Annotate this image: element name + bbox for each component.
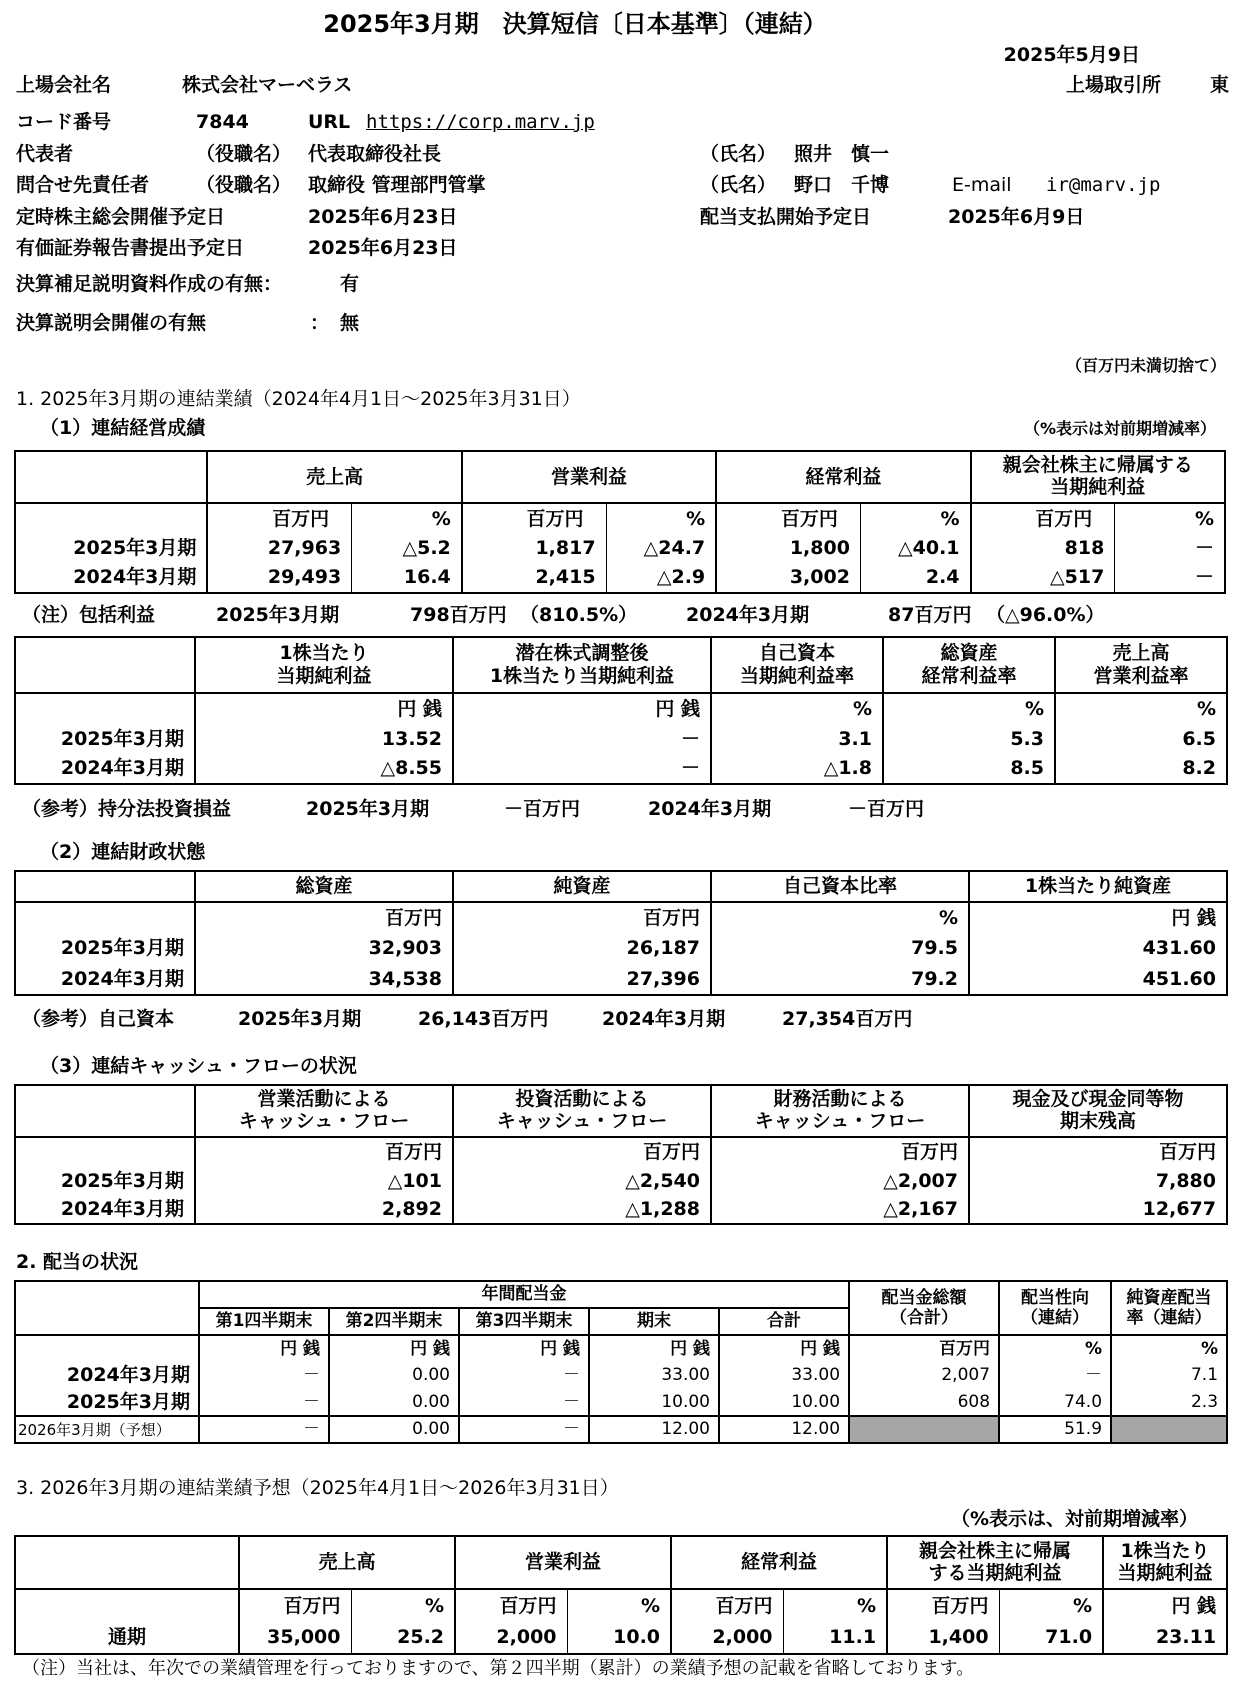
cell: 23.11 [1103,1622,1227,1654]
unit-cell: 百万円 [453,902,711,933]
cell: △8.55 [195,754,453,784]
cell: 6.5 [1055,725,1227,754]
blank-cell [15,503,207,534]
unit-cell: 百万円 [671,1589,783,1622]
unit-cell: % [711,693,883,725]
unit-cell: 百万円 [971,503,1115,534]
row-label: 2025年3月期 [15,933,195,964]
cell: 3,002 [716,563,860,593]
operating-results-table [14,450,1226,594]
dividend-table [14,1280,1228,1444]
unit-cell: 百万円 [711,1137,969,1167]
unit-cell: 円 銭 [719,1335,849,1362]
em-period-2: 2024年3月期 [648,798,772,820]
header-sales: 売上高 [207,451,461,503]
row-label: 2025年3月期 [15,534,207,563]
contact-label: 問合せ先責任者 [16,174,150,196]
company-name: 株式会社マーベラス [182,74,353,96]
ci-value-2: 87百万円 [888,604,972,626]
corner-cell [15,1085,195,1137]
row-label: 2024年3月期 [15,563,207,593]
equity-method-label: （参考）持分法投資損益 [22,798,232,820]
cell: 0.00 [329,1416,459,1443]
briefing-colon: ： [310,312,330,334]
report-label: 有価証券報告書提出予定日 [16,237,245,259]
unit-cell: 百万円 [887,1589,999,1622]
table-row [15,754,1227,784]
cell: 2,892 [195,1195,453,1224]
exchange-value: 東 [1210,74,1230,96]
cell: 32,903 [195,933,453,964]
briefing-label: 決算説明会開催の有無 [16,312,207,334]
supplement-label: 決算補足説明資料作成の有無： [16,273,283,295]
row-label: 2024年3月期 [15,1362,199,1389]
cell: － [453,725,711,754]
section3-note: （%表示は、対前期増減率） [950,1508,1198,1530]
header-operating-cf: 営業活動による キャッシュ・フロー [195,1085,453,1137]
cell: △40.1 [860,534,970,563]
unit-cell: 百万円 [239,1589,351,1622]
cell: 12.00 [719,1416,849,1443]
section1-title: 1. 2025年3月期の連結業績（2024年4月1日～2025年3月31日） [16,388,581,410]
corner-cell [15,1536,239,1589]
section2-title: 2. 配当の状況 [16,1251,139,1273]
cell: △2,540 [453,1167,711,1195]
code-label: コード番号 [16,111,112,133]
table-row [15,933,1227,964]
rep-title: 代表取締役社長 [308,143,442,165]
cell: 10.0 [567,1622,671,1654]
comprehensive-income-label: （注）包括利益 [22,604,156,626]
agm-label: 定時株主総会開催予定日 [16,206,226,228]
corner-cell [15,871,195,902]
dividend-start-date: 2025年6月9日 [948,206,1085,228]
header-total-dividend: 配当金総額 （合計） [849,1281,999,1335]
corner-cell [15,637,195,693]
table-row [15,1167,1227,1195]
blank-cell [15,902,195,933]
unit-cell: 円 銭 [199,1335,329,1362]
blank-cell [15,1335,199,1362]
oc-period-2: 2024年3月期 [602,1008,726,1030]
unit-cell: 百万円 [462,503,606,534]
unit-cell: 円 銭 [459,1335,589,1362]
cell: 11.1 [783,1622,887,1654]
row-label: 2024年3月期 [15,964,195,995]
ci-value-1: 798百万円 [410,604,507,626]
url-label: URL [308,111,351,133]
header-net-income: 親会社株主に帰属 する当期純利益 [887,1536,1103,1589]
url-link[interactable]: https://corp.marv.jp [366,111,595,133]
unit-cell: 円 銭 [329,1335,459,1362]
cell: － [199,1389,329,1416]
header-annual-dividend: 年間配当金 [199,1281,849,1308]
contact-title: 取締役 管理部門管掌 [308,174,486,196]
section3-title: 3. 2026年3月期の連結業績予想（2025年4月1日～2026年3月31日） [16,1477,619,1499]
section1-sub1: （1）連結経営成績 [40,417,206,439]
header-cash-balance: 現金及び現金同等物 期末残高 [969,1085,1227,1137]
cell: 3.1 [711,725,883,754]
report-date-value: 2025年6月23日 [308,237,458,259]
unit-cell: 円 銭 [969,902,1227,933]
table-row [15,563,1225,593]
cell: － [1115,534,1225,563]
dividend-start-label: 配当支払開始予定日 [700,206,872,228]
unit-cell: % [999,1335,1111,1362]
cell: 8.5 [883,754,1055,784]
exchange-label: 上場取引所 [1066,74,1162,96]
em-period-1: 2025年3月期 [306,798,430,820]
oc-value-2: 27,354百万円 [782,1008,913,1030]
rounding-note: （百万円未満切捨て） [1065,356,1226,375]
header-total-assets: 総資産 [195,871,453,902]
table-row [15,1416,1227,1443]
unit-cell: 百万円 [195,902,453,933]
cash-flow-table [14,1084,1228,1225]
row-label: 2026年3月期（予想） [15,1416,199,1443]
unit-cell: % [711,902,969,933]
cell: 33.00 [719,1362,849,1389]
cell: △24.7 [606,534,716,563]
cell: △1,288 [453,1195,711,1224]
cell: － [459,1416,589,1443]
header-equity-ratio: 自己資本比率 [711,871,969,902]
company-label: 上場会社名 [16,74,112,96]
unit-cell: 円 銭 [195,693,453,725]
ci-change-1: （810.5%） [520,604,638,626]
cell: － [459,1389,589,1416]
unit-cell: 百万円 [207,503,351,534]
header-q3: 第3四半期末 [459,1308,589,1335]
cell: 26,187 [453,933,711,964]
cell: 12.00 [589,1416,719,1443]
header-operating-profit: 営業利益 [462,451,716,503]
cell: △517 [971,563,1115,593]
financial-position-table [14,870,1228,996]
cell: 34,538 [195,964,453,995]
header-q1: 第1四半期末 [199,1308,329,1335]
cell: 818 [971,534,1115,563]
supplement-value: 有 [340,273,360,295]
cell: 2.3 [1111,1389,1227,1416]
cell: 2,000 [455,1622,567,1654]
header-investing-cf: 投資活動による キャッシュ・フロー [453,1085,711,1137]
row-label: 2024年3月期 [15,1195,195,1224]
header-payout-ratio: 配当性向 （連結） [999,1281,1111,1335]
code-value: 7844 [196,111,249,133]
cell: 12,677 [969,1195,1227,1224]
rep-title-label: （役職名） [196,143,292,165]
header-ordinary-profit: 経常利益 [671,1536,887,1589]
header-net-assets: 純資産 [453,871,711,902]
cell: 33.00 [589,1362,719,1389]
blank-cell [15,1589,239,1622]
per-share-table [14,636,1228,785]
corner-cell [15,451,207,503]
agm-date: 2025年6月23日 [308,206,458,228]
cell: 2.4 [860,563,970,593]
unit-cell: 百万円 [195,1137,453,1167]
em-value-1: －百万円 [504,798,581,820]
table-row [15,964,1227,995]
table-row [15,725,1227,754]
cell: 0.00 [329,1362,459,1389]
oc-value-1: 26,143百万円 [418,1008,549,1030]
header-roe: 自己資本 当期純利益率 [711,637,883,693]
cell: 13.52 [195,725,453,754]
cell: 71.0 [999,1622,1103,1654]
cell: 5.3 [883,725,1055,754]
cell: 10.00 [719,1389,849,1416]
row-label: 2025年3月期 [15,1167,195,1195]
unit-cell: 円 銭 [589,1335,719,1362]
unit-cell: % [783,1589,887,1622]
row-label: 通期 [15,1622,239,1654]
cell: 29,493 [207,563,351,593]
ci-period-1: 2025年3月期 [216,604,340,626]
ci-change-2: （△96.0%） [986,604,1105,626]
em-value-2: －百万円 [848,798,925,820]
contact-title-label: （役職名） [196,174,292,196]
oc-period-1: 2025年3月期 [238,1008,362,1030]
cell: △2.9 [606,563,716,593]
cell: △2,167 [711,1195,969,1224]
header-bps: 1株当たり純資産 [969,871,1227,902]
unit-cell: % [567,1589,671,1622]
cell: 79.2 [711,964,969,995]
table-row [15,1362,1227,1389]
unit-cell: % [606,503,716,534]
shaded-cell [849,1416,999,1443]
cell: 2,007 [849,1362,999,1389]
blank-cell [15,1137,195,1167]
blank-cell [15,693,195,725]
cell: 74.0 [999,1389,1111,1416]
cell: 431.60 [969,933,1227,964]
table-row [15,1389,1227,1416]
section1-sub2: （2）連結財政状態 [40,841,206,863]
unit-cell: % [352,503,462,534]
header-roa: 総資産 経常利益率 [883,637,1055,693]
cell: 451.60 [969,964,1227,995]
cell: 51.9 [999,1416,1111,1443]
header-year-end: 期末 [589,1308,719,1335]
cell: 1,817 [462,534,606,563]
cell: － [199,1416,329,1443]
email-value[interactable]: ir@marv.jp [1046,174,1161,196]
header-operating-margin: 売上高 営業利益率 [1055,637,1227,693]
unit-cell: 百万円 [455,1589,567,1622]
cell: △5.2 [352,534,462,563]
section1-sub1-note: （%表示は対前期増減率） [1023,419,1216,438]
forecast-table [14,1535,1228,1655]
cell: 1,400 [887,1622,999,1654]
cell: 2,000 [671,1622,783,1654]
cell: 27,963 [207,534,351,563]
unit-cell: % [883,693,1055,725]
cell: 35,000 [239,1622,351,1654]
unit-cell: 円 銭 [1103,1589,1227,1622]
cell: 7.1 [1111,1362,1227,1389]
cell: 79.5 [711,933,969,964]
cell: 16.4 [352,563,462,593]
own-capital-label: （参考）自己資本 [22,1008,175,1030]
header-net-income: 親会社株主に帰属する 当期純利益 [971,451,1225,503]
cell: 1,800 [716,534,860,563]
header-q2: 第2四半期末 [329,1308,459,1335]
cell: △101 [195,1167,453,1195]
row-label: 2025年3月期 [15,725,195,754]
email-label: E-mail [952,174,1012,196]
cell: － [459,1362,589,1389]
unit-cell: % [999,1589,1103,1622]
cell: 608 [849,1389,999,1416]
report-date: 2025年5月9日 [1003,44,1140,66]
cell: 27,396 [453,964,711,995]
cell: 25.2 [351,1622,455,1654]
cell: 8.2 [1055,754,1227,784]
rep-name-label: （氏名） [700,143,777,165]
unit-cell: 百万円 [849,1335,999,1362]
row-label: 2024年3月期 [15,754,195,784]
briefing-value: 無 [340,312,360,334]
cell: △1.8 [711,754,883,784]
cell: 2,415 [462,563,606,593]
contact-name: 野口 千博 [794,174,890,196]
unit-cell: 百万円 [453,1137,711,1167]
header-operating-profit: 営業利益 [455,1536,671,1589]
shaded-cell [1111,1416,1227,1443]
table-row [15,1622,1227,1654]
corner-cell [15,1281,199,1335]
header-doe: 純資産配当 率（連結） [1111,1281,1227,1335]
unit-cell: % [1111,1335,1227,1362]
header-financing-cf: 財務活動による キャッシュ・フロー [711,1085,969,1137]
cell: △2,007 [711,1167,969,1195]
header-diluted-eps: 潜在株式調整後 1株当たり当期純利益 [453,637,711,693]
rep-name: 照井 慎一 [794,143,890,165]
section1-sub3: （3）連結キャッシュ・フローの状況 [40,1055,357,1077]
table-row [15,534,1225,563]
cell: － [1115,563,1225,593]
page-title: 2025年3月期 決算短信〔日本基準〕（連結） [323,10,827,38]
cell: 0.00 [329,1389,459,1416]
ci-period-2: 2024年3月期 [686,604,810,626]
contact-name-label: （氏名） [700,174,777,196]
cell: 10.00 [589,1389,719,1416]
unit-cell: 円 銭 [453,693,711,725]
unit-cell: 百万円 [969,1137,1227,1167]
unit-cell: % [1115,503,1225,534]
unit-cell: % [860,503,970,534]
table-row [15,1195,1227,1224]
header-eps: 1株当たり 当期純利益 [195,637,453,693]
header-ordinary-profit: 経常利益 [716,451,970,503]
unit-cell: % [1055,693,1227,725]
header-eps: 1株当たり 当期純利益 [1103,1536,1227,1589]
unit-cell: 百万円 [716,503,860,534]
unit-cell: % [351,1589,455,1622]
header-total: 合計 [719,1308,849,1335]
cell: 7,880 [969,1167,1227,1195]
forecast-footnote: （注）当社は、年次での業績管理を行っておりますので、第２四半期（累計）の業績予想の記載を省略しております。 [22,1658,975,1679]
cell: － [453,754,711,784]
header-sales: 売上高 [239,1536,455,1589]
cell: － [999,1362,1111,1389]
cell: － [199,1362,329,1389]
row-label: 2025年3月期 [15,1389,199,1416]
rep-label: 代表者 [16,143,74,165]
